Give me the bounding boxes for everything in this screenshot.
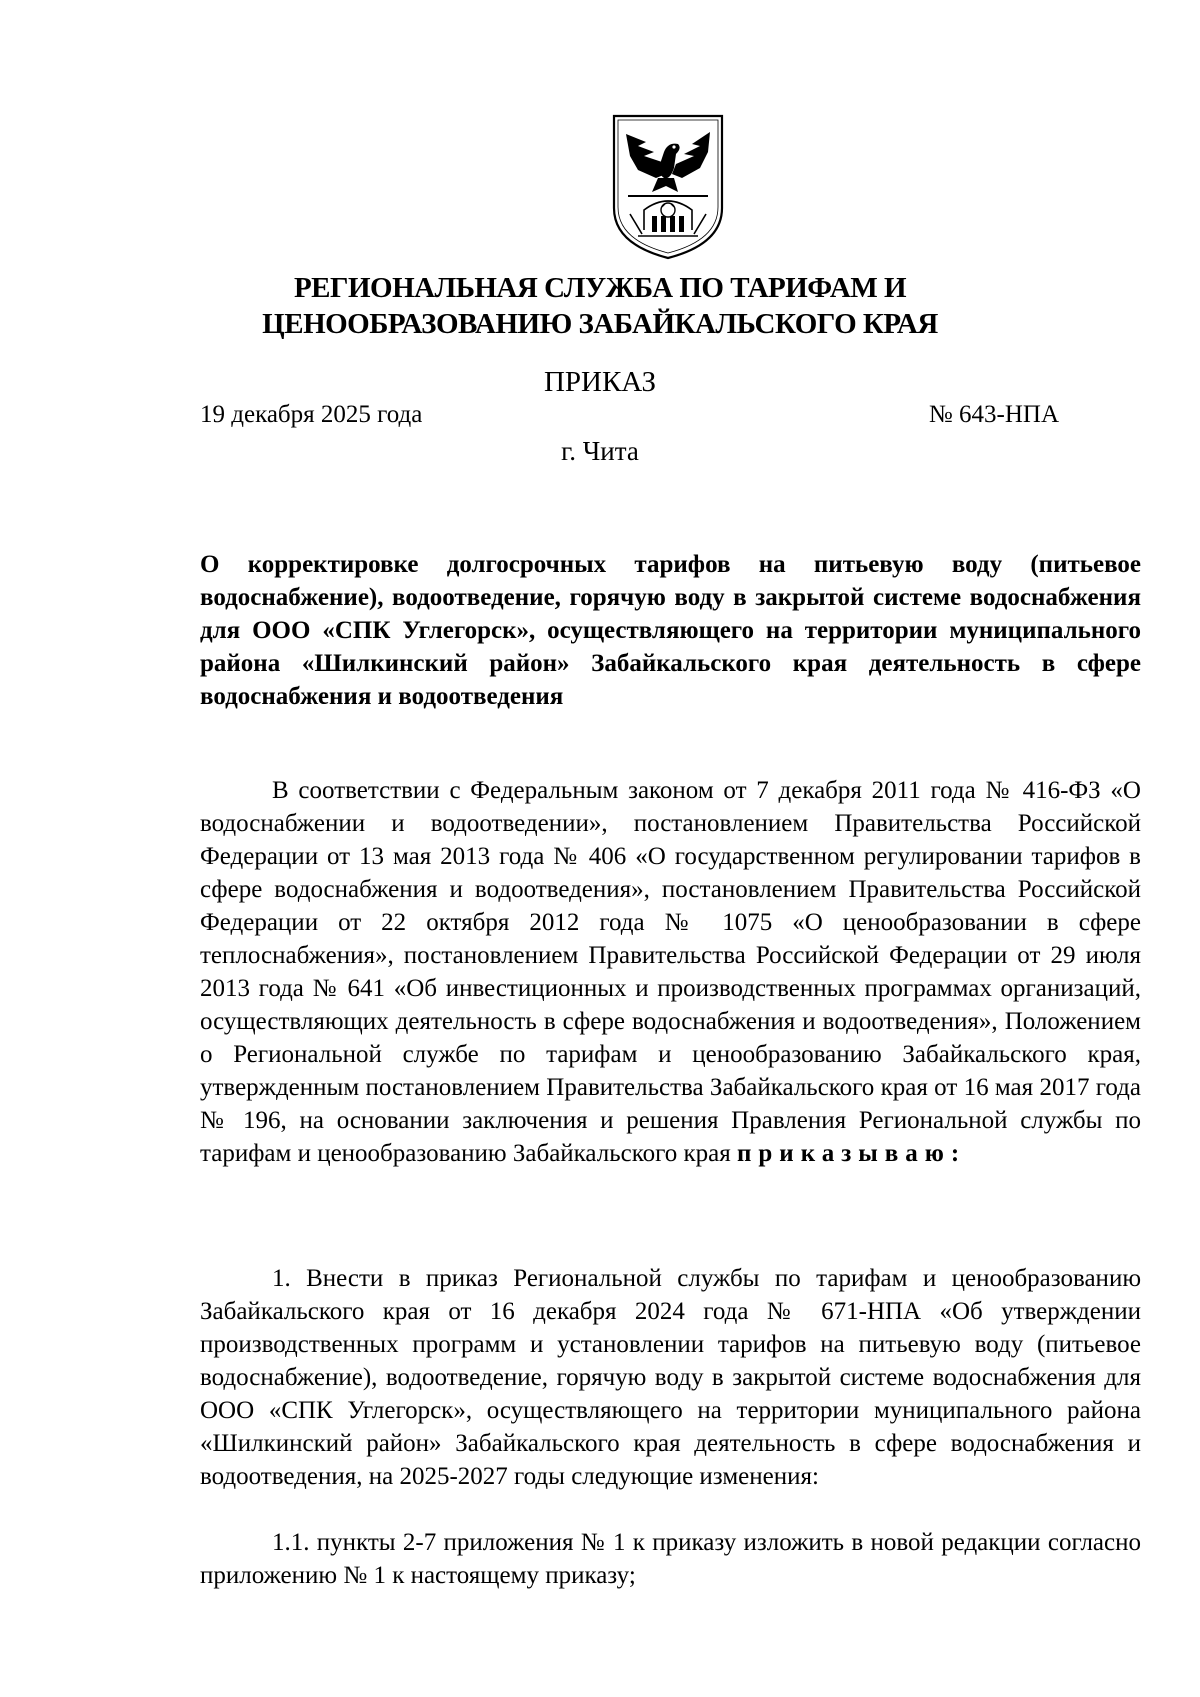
coat-of-arms-icon [608, 112, 728, 262]
preamble-paragraph [200, 774, 1141, 1170]
order-date: 19 декабря 2025 года [200, 401, 423, 428]
order-number: № 643-НПА [928, 401, 1059, 428]
organization-title-line-2: ЦЕНООБРАЗОВАНИЮ ЗАБАЙКАЛЬСКОГО КРАЯ [262, 308, 938, 340]
document-type: ПРИКАЗ [543, 366, 657, 398]
order-subject: О корректировке долгосрочных тарифов на питьевую воду (питьевое водоснабжение), водоотведение, горячую воду в закрытой системе водоснабжения для ООО «СПК Углегорск», осуществляющего на территории муниципального района «Шилкинский район» Забайкальского края деятельность в сфере водоснабжения и водоотведения [200, 551, 1141, 710]
order-city: г. Чита [561, 436, 639, 466]
item-1-paragraph: 1. Внести в приказ Региональной службы по тарифам и ценообразованию Забайкальского края от 16 декабря 2024 года № 671-НПА «Об утверждении производственных программ и установлении тарифов на питьевую воду (питьевое водоснабжение), водоотведение, горячую воду в закрытой системе водоснабжения для ООО «СПК Углегорск», осуществляющего на территории муниципального района «Шилкинский район» Забайкальского края деятельность в сфере водоснабжения и водоотведения, на 2025-2027 годы следующие изменения: [200, 1265, 1141, 1490]
organization-title-line-1: РЕГИОНАЛЬНАЯ СЛУЖБА ПО ТАРИФАМ И [293, 272, 907, 304]
organization-title [200, 270, 1000, 342]
decree-word: приказываю: [736, 1140, 967, 1167]
item-1-1-paragraph: 1.1. пункты 2-7 приложения № 1 к приказу изложить в новой редакции согласно приложению № 1 к настоящему приказу; [200, 1529, 1141, 1589]
preamble-text: В соответствии с Федеральным законом от 7 декабря 2011 года № 416-ФЗ «О водоснабжении и водоотведении», постановлением Правительства Российской Федерации от 13 мая 2013 года № 406 «О государственном регулировании тарифов в сфере водоснабжения и водоотведения», постановлением Правительства Российской Федерации от 22 октября 2012 года № 1075 «О ценообразовании в сфере теплоснабжения», постановлением Правительства Российской Федерации от 29 июля 2013 года № 641 «Об инвестиционных и производственных программах организаций, осуществляющих деятельность в сфере водоснабжения и водоотведения», Положением о Региональной службе по тарифам и ценообразованию Забайкальского края, утвержденным постановлением Правительства Забайкальского края от 16 мая 2017 года № 196, на основании заключения и решения Правления Региональной службы по тарифам и ценообразованию Забайкальского края [200, 777, 1141, 1167]
